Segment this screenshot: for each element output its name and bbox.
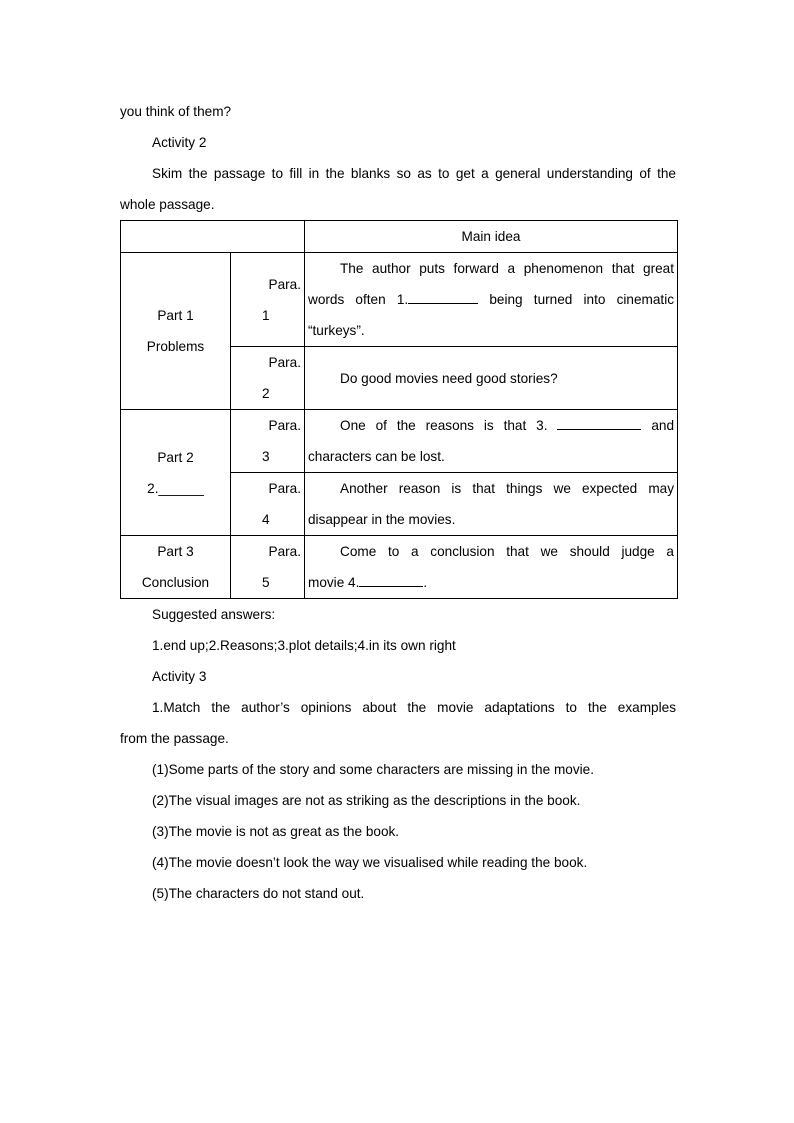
list-item: (2)The visual images are not as striking as the descriptions in the book. bbox=[152, 793, 581, 808]
activity3-q1-line2: from the passage. bbox=[120, 731, 229, 746]
para1-cell bbox=[231, 253, 305, 347]
activity3-q1-line1: 1.Match the author’s opinions about the movie adaptations to the examples bbox=[152, 700, 676, 715]
para4-cell bbox=[231, 473, 305, 536]
part3-sub: Conclusion bbox=[141, 575, 210, 590]
activity2-title: Activity 2 bbox=[152, 135, 207, 150]
main-idea-line: Come to a conclusion that we should judge a bbox=[340, 544, 674, 559]
main-idea-line: One of the reasons is that 3. and bbox=[340, 418, 675, 433]
para2-cell bbox=[231, 347, 305, 410]
list-item: (4)The movie doesn’t look the way we visualised while reading the book. bbox=[152, 855, 588, 870]
activity2-instruction-line2: whole passage. bbox=[120, 197, 215, 212]
document-page bbox=[120, 0, 676, 909]
header-main-idea: Main idea bbox=[305, 221, 678, 253]
list-item: (5)The characters do not stand out. bbox=[152, 886, 365, 901]
table-row bbox=[121, 410, 678, 473]
suggested-answers: 1.end up;2.Reasons;3.plot details;4.in its own right bbox=[152, 638, 456, 653]
list-item: (1)Some parts of the story and some characters are missing in the movie. bbox=[152, 762, 594, 777]
intro-tail: you think of them? bbox=[120, 104, 232, 119]
activity3-title: Activity 3 bbox=[152, 669, 207, 684]
para-number: 1 bbox=[262, 307, 270, 323]
para-label: Para. bbox=[268, 355, 301, 370]
passage-structure-table bbox=[120, 220, 678, 599]
answer-blank-1 bbox=[408, 291, 478, 304]
main-idea-line: The author puts forward a phenomenon that great bbox=[340, 261, 674, 276]
para-number: 4 bbox=[262, 512, 270, 527]
para-label: Para. bbox=[268, 276, 301, 292]
para3-main-idea bbox=[305, 410, 678, 473]
part1-sub: Problems bbox=[146, 339, 205, 354]
para2-main-idea bbox=[305, 347, 678, 410]
suggested-answers-title: Suggested answers: bbox=[152, 607, 276, 622]
main-idea-line: “turkeys”. bbox=[308, 323, 365, 338]
para-number: 5 bbox=[262, 575, 270, 590]
main-idea-line: Do good movies need good stories? bbox=[340, 370, 558, 386]
para1-main-idea bbox=[305, 253, 678, 347]
para5-main-idea bbox=[305, 536, 678, 599]
para-label: Para. bbox=[268, 481, 301, 496]
para-label: Para. bbox=[268, 418, 301, 433]
para3-cell bbox=[231, 410, 305, 473]
para-number: 3 bbox=[262, 449, 270, 464]
list-item: (3)The movie is not as great as the book. bbox=[152, 824, 400, 839]
part1-name: Part 1 bbox=[157, 308, 194, 323]
part3-cell bbox=[121, 536, 231, 599]
table-row bbox=[121, 253, 678, 347]
para5-cell bbox=[231, 536, 305, 599]
main-idea-line: disappear in the movies. bbox=[308, 512, 456, 527]
answer-blank-4 bbox=[359, 574, 423, 587]
part1-cell bbox=[121, 253, 231, 410]
table-row bbox=[121, 536, 678, 599]
part2-cell bbox=[121, 410, 231, 536]
part2-sub: 2.______ bbox=[147, 480, 204, 496]
para-number: 2 bbox=[262, 386, 270, 401]
main-idea-line: Another reason is that things we expected may bbox=[340, 481, 674, 496]
para-label: Para. bbox=[268, 544, 301, 559]
activity2-instruction-line1: Skim the passage to fill in the blanks so as to get a general understanding of the bbox=[152, 166, 676, 181]
part2-name: Part 2 bbox=[157, 449, 194, 465]
main-idea-line: words often 1. being turned into cinematic bbox=[308, 292, 675, 307]
table-header-row bbox=[121, 221, 678, 253]
main-idea-line: characters can be lost. bbox=[308, 449, 445, 464]
main-idea-line: movie 4. . bbox=[308, 575, 428, 590]
para4-main-idea bbox=[305, 473, 678, 536]
answer-blank-3 bbox=[557, 417, 641, 430]
part3-name: Part 3 bbox=[157, 544, 194, 559]
